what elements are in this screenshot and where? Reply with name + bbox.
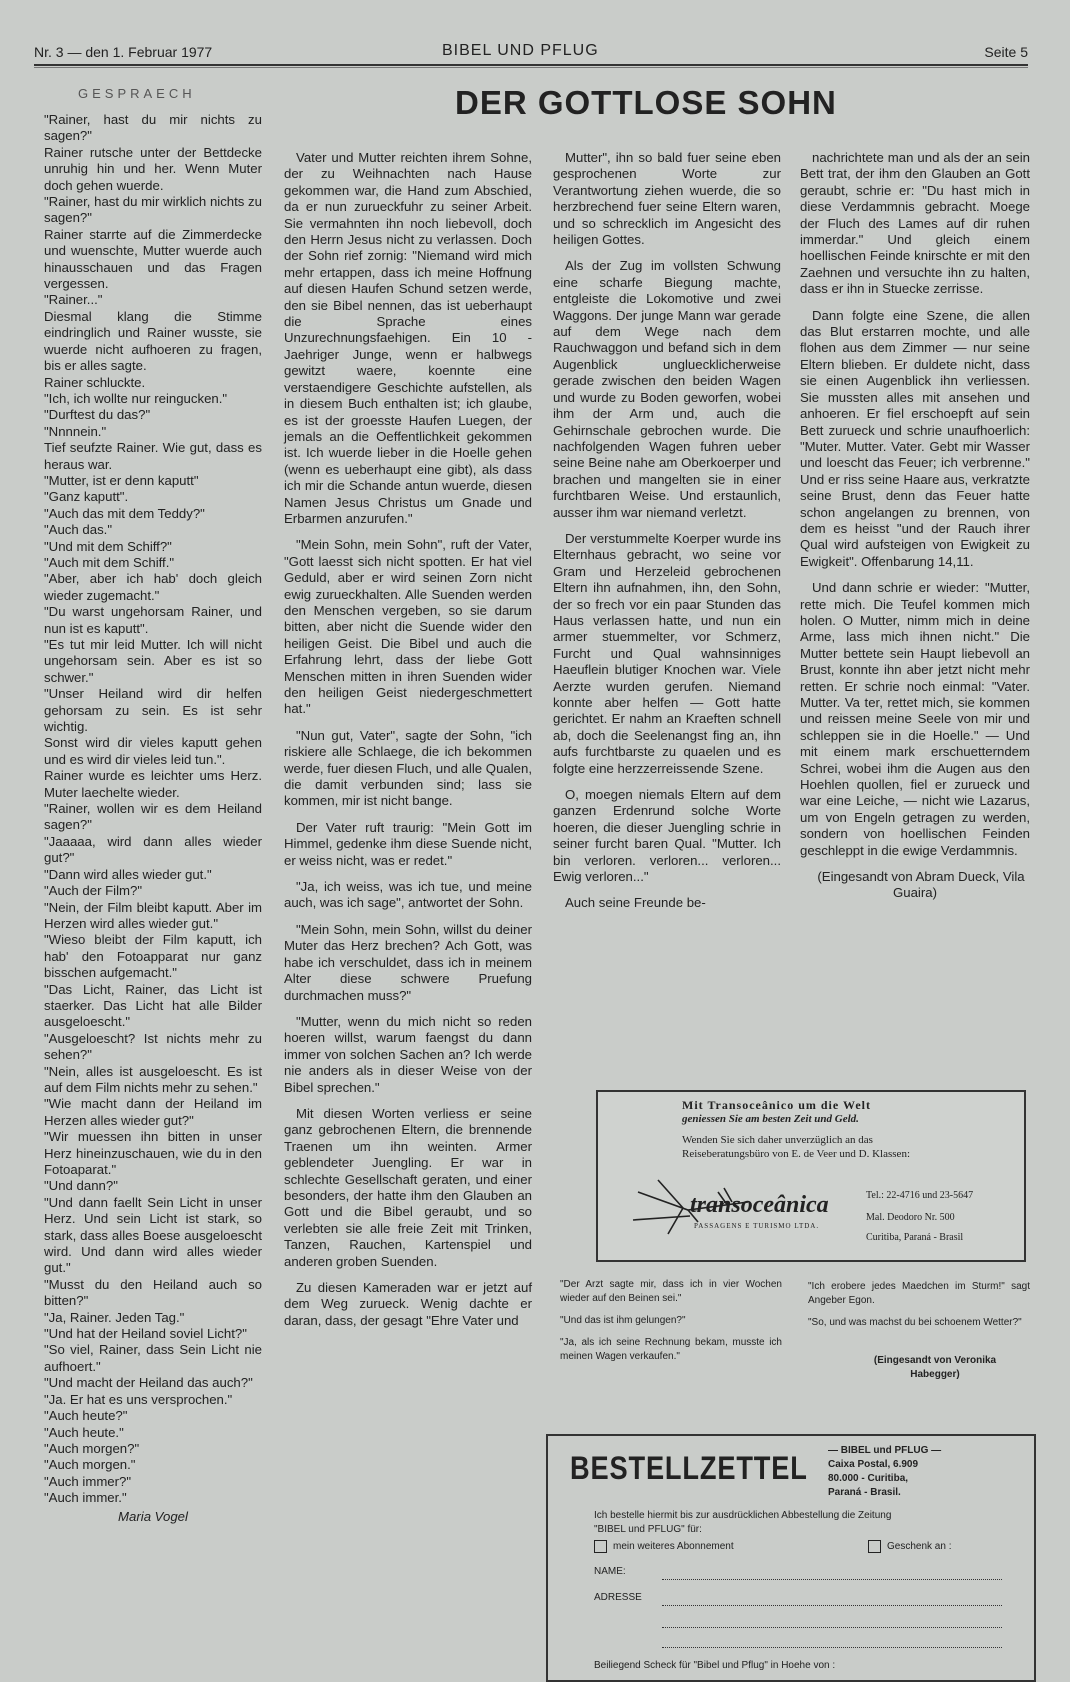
dialogue-line: Rainer schluckte. (44, 374, 146, 390)
article-paragraph: Mutter", ihn so bald fuer seine eben gesprochenen Worte zur Verantwortung ziehen wuerde, die so herzbrechend fuer seine Eltern waren, und so schrecklich im Angesicht des heiligen Gottes. (553, 150, 781, 248)
dialogue-line: "Ganz kaputt". (44, 489, 129, 505)
dialogue-line: "Und dann?" (44, 1178, 118, 1194)
dialogue-line: Rainer wurde es leichter ums Herz. Muter laechelte wieder. (44, 768, 262, 800)
joke-line: "Ich erobere jedes Maedchen im Sturm!" sagt Angeber Egon. (808, 1281, 1030, 1306)
dialogue-line: "Aber, aber ich hab' doch gleich wieder zugemacht." (44, 571, 262, 603)
article-paragraph: "Mutter, wenn du mich nicht so reden hoeren willst, warum faengst du dann immer von solchen Sachen an? Ich werde nie anders als in dieser Weise von der Bibel sprechen." (284, 1013, 532, 1095)
publisher-box: Caixa Postal, 6.909 (828, 1459, 919, 1470)
dialogue-line: "Jaaaaa, wird dann alles wieder gut?" (44, 833, 262, 866)
header-rule-thin (34, 67, 1028, 68)
dialogue-line: "Rainer, wollen wir es dem Heiland sagen?" (44, 801, 262, 833)
dialogue-line: "Durftest du das?" (44, 407, 151, 423)
order-intro: Ich bestelle hiermit bis zur ausdrücklichen Abbestellung die Zeitung (594, 1510, 892, 1521)
dialogue-line: "Rainer, hast du mir wirklich nichts zu sagen?" (44, 194, 262, 226)
dialogue-line: "Auch immer." (44, 1490, 127, 1506)
order-footer: Beiliegend Scheck für "Bibel und Pflug" in Hoehe von : (594, 1660, 836, 1671)
dialogue-line: "Und dann faellt Sein Licht in unser Herz. Und sein Licht ist stark, so stark, dass alles Boese ausgeloescht wird. Und dann wird alles wieder gut." (44, 1194, 262, 1276)
dialogue-line: "Und hat der Heiland soviel Licht?" (44, 1326, 247, 1342)
dialogue-line: "So viel, Rainer, dass Sein Licht nie aufhoert." (44, 1342, 262, 1374)
publisher-name: — BIBEL und PFLUG — (828, 1445, 942, 1456)
article-paragraph: Dann folgte eine Szene, die allen das Blut erstarren mochte, und alle flohen aus dem Zimmer — nur seine Eltern blieben. Er duldete nicht, dass sie einen Augenblick ihn verliessen. Sie mussten alles mit ansehen und anhoeren. Er fiel erschoepft auf sein Bett zurueck und schrie unaufhoerlich: "Muter. Mutter. Vater. Gebt mir Wasser und loescht das Feuer; ich verbrenne." Und er riss seine Haare aus, verkratzte seine Brust, denn das Feuer hatte schon angelangen zu brennen, von dem es heisst "und der Rauch ihrer Qual wird aufsteigen von Ewigkeit zu Ewigkeit". Offenbarung 14,11. (800, 307, 1030, 569)
transoceanica-ad (596, 1090, 1026, 1262)
ad-phone: Tel.: 22-4716 und 23-5647 (866, 1190, 974, 1201)
article-paragraph: "Mein Sohn, mein Sohn, willst du deiner Muter das Herz brechen? Ach Gott, was habe ich verschuldet, dass ich in meinem Alter diese schwere Pruefung durchmachen muss?" (284, 921, 532, 1003)
ad-text-1: Wenden Sie sich daher unverzüglich an das (682, 1134, 873, 1146)
subscription-label: mein weiteres Abonnement (613, 1541, 734, 1553)
dialogue-line: Tief seufzte Rainer. Wie gut, dass es heraus war. (44, 440, 262, 472)
article-paragraph: "Ja, ich weiss, was ich tue, und meine auch, was ich sage", antwortet der Sohn. (284, 879, 532, 911)
article-title: DER GOTTLOSE SOHN (455, 84, 837, 121)
subscription-option[interactable] (594, 1540, 734, 1553)
article-paragraph: Vater und Mutter reichten ihrem Sohne, der zu Weihnachten nach Hause gekommen war, die Hand zum Abschied, da er nun zurueckfuhr zu seiner Arbeit. Sie vermahnten ihn noch liebevoll, doch den Herrn Jesus nicht zu verlassen. Doch der Sohn rief zornig: "Niemand wird mich mehr ertappen, dass ich meine Hoffnung auf diesen Haufen Schund setzen werde, den sie Bibel nennen, das ist ueberhaupt die Sprache eines Unzurechnungsfaehigen. Ein 10 - Jaehriger Junge, wenn er halbwegs gewitzt waere, koennte eine verstaendigere Geschichte aufstellen, als in diesem Buch enthalten ist; ich glaube, es ist der groesste Haufen Luegen, der jemals an die Oeffentlichkeit gekommen ist. Ich wuerde lieber in die Hoelle gehen (wenn es ueberhaupt eine gibt), als dass ich mir die Schande antun wuerde, diesen Namen Jesus Christus um Gnade und Erbarmen anzurufen." (284, 150, 532, 526)
address-field-2[interactable] (662, 1626, 1002, 1628)
order-intro-2: "BIBEL und PFLUG" für: (594, 1524, 702, 1535)
gift-option[interactable] (868, 1540, 951, 1553)
dialogue-line: "Auch mit dem Schiff." (44, 554, 175, 570)
dialogue-line: "Ja. Er hat es uns versprochen." (44, 1391, 233, 1407)
dialogue-line: "Musst du den Heiland auch so bitten?" (44, 1276, 262, 1309)
dialogue-line: "Und macht der Heiland das auch?" (44, 1375, 253, 1391)
joke-right (808, 1280, 1030, 1338)
article-paragraph: Der verstummelte Koerper wurde ins Elternhaus gebracht, wo seine vor Gram und Herzeleid gebrochenen Eltern ihn aufnahmen, ihn, den Sohn, der so frech vor ein paar Stunden das Haus verlassen hatte, und nun ein armer stuemmelter, vor Schmerz, Furcht und Qual wahnsinniges Haeuflein blutiger Knochen war. Viele Aerzte wurden gerufen. Niemand konnte aber helfen — Gott hatte gerichtet. Er nahm an Kraeften schnell ab, doch die Seelenangst fing an, ihn aufs furchtbarste zu quaelen und es folgte eine herzzerreissende Szene. (553, 530, 781, 776)
joke-line: "So, und was machst du bei schoenem Wetter?" (808, 1317, 1022, 1328)
ad-brand: transoceânica (690, 1192, 829, 1218)
dialogue-line: "Rainer, hast du mir nichts zu sagen?" (44, 112, 262, 144)
ad-brand-sub: PASSAGENS E TURISMO LTDA. (694, 1222, 820, 1230)
article-paragraph: Und dann schrie er wieder: "Mutter, rette mich. Die Teufel kommen mich holen. O Mutter, nimm mich in deine Arme, lass mich ihnen nicht." Die Mutter bettete sein Haupt liebevoll an Brust, konnte ihn aber jetzt nicht mehr retten. Er schrie noch einmal: "Vater. Mutter. Va ter, rettet mich, sie kommen und reissen meine Seele von mir und schleppen sie in die Hoelle." — Und mit einem mark erschuetterndem Schrei, wobei ihm die Augen aus den Hoehlen quollen, fiel er zurueck und war eine Leiche, — nicht wie Lazarus, um von Engeln getragen zu werden, sondern von hoellischen Feinden geschleppt in die ewige Verdammnis. (800, 580, 1030, 858)
dialogue-line: "Mutter, ist er denn kaputt" (44, 472, 199, 488)
ad-city: Curitiba, Paraná - Brasil (866, 1232, 964, 1243)
dialogue-line: "Auch morgen." (44, 1457, 136, 1473)
article-paragraph: nachrichtete man und als der an sein Bett trat, der ihm den Glauben an Gott geraubt, schrie er: "Du hast mich in diese Verdammnis gebracht. Moege der Fluch des Lames auf dir ruhen immerdar." Und gleich einem hoellischen Feinde knirschte er mit den Zaehnen und versuchte ihn zu halten, dass er ihn in Stuecke zerrisse. (800, 150, 1030, 297)
joke-line: "Ja, als ich seine Rechnung bekam, musste ich meinen Wagen verkaufen." (560, 1337, 782, 1362)
dialogue-line: "Ja, Rainer. Jeden Tag." (44, 1309, 185, 1325)
article-paragraph: Auch seine Freunde be- (565, 895, 706, 911)
order-publisher (828, 1444, 941, 1500)
article-paragraph: "Mein Sohn, mein Sohn", ruft der Vater, "Gott laesst sich nicht spotten. Er hat viel Geduld, aber er wird seinen Zorn nicht ewig zurueckhalten. Alle Suenden werden den Menschen vergeben, so sie darum bitten, aber nicht die Suende wider den heiligen Geist. Die Bibel und auch die Erfahrung lehrt, dass der liebe Gott Menschen mitten in ihren Suenden wider den heiligen Geist niedergeschmettert hat." (284, 537, 532, 717)
joke-line: "Der Arzt sagte mir, dass ich in vier Wochen wieder auf den Beinen sei." (560, 1279, 782, 1304)
dialogue-line: Sonst wird dir vieles kaputt gehen und es wird dir vieles leid tun.". (44, 735, 262, 767)
order-form (546, 1434, 1036, 1682)
address-field-3[interactable] (662, 1646, 1002, 1648)
dialogue-line: "Auch heute." (44, 1424, 124, 1440)
article-paragraph: Zu diesen Kameraden war er jetzt auf dem Weg zurueck. Wenig dachte er daran, dass, der gesagt "Ehre Vater und (284, 1280, 532, 1328)
article-paragraph: Als der Zug im vollsten Schwung eine scharfe Biegung machte, entgleiste die Lokomotive und zwei Waggons. Der junge Mann war gerade auf dem Wege nach dem Rauchwaggon und befand sich in dem Augenblick ungluecklicherweise gerade zwischen den beiden Wagen und wurde zu Boden geworfen, wobei ihm der Arm und, auch die Gehirnschale gebrochen wurde. Die nachfolgenden Wagen fuhren ueber seine Beine nahe am Oberkoerper und brachen und mangelten sie in einer furchtbaren Weise. Und erstaunlich, ausser ihm war niemand verletzt. (553, 258, 781, 520)
publisher-zip: 80.000 - Curitiba, (828, 1473, 909, 1484)
dialogue-line: "Nein, der Film bleibt kaputt. Aber im Herzen wird alles wieder gut." (44, 899, 262, 931)
dialogue-line: Rainer starrte auf die Zimmerdecke und wuenschte, Mutter wuerde auch hinausschauen und das Fragen vergessen. (44, 226, 262, 292)
dialogue-line: "Das Licht, Rainer, das Licht ist staerker. Das Licht hat alle Bilder ausgeloescht." (44, 981, 262, 1030)
dialogue-line: "Ich, ich wollte nur reingucken." (44, 390, 228, 406)
joke-line: "Und das ist ihm gelungen?" (560, 1315, 686, 1326)
article-paragraph: O, moegen niemals Eltern auf dem ganzen Erdenrund solche Worte hoeren, die dieser Juengling schrie in seiner furcht baren Qual. "Mutter. Ich bin verloren. verloren... verloren... Ewig verloren..." (553, 787, 781, 885)
page-number: Seite 5 (984, 44, 1028, 60)
dialogue-line: "Wir muessen ihn bitten in unser Herz hineinzuschauen, wie du in den Fotoaparat." (44, 1129, 262, 1177)
article-paragraph: Der Vater ruft traurig: "Mein Gott im Himmel, gedenke ihm diese Suende nicht, er weiss nicht, was er redet." (284, 819, 532, 868)
dialogue-line: "Du warst ungehorsam Rainer, und nun ist es kaputt". (44, 604, 262, 636)
dialogue-line: "Nein, alles ist ausgeloescht. Es ist auf dem Film nichts mehr zu sehen." (44, 1063, 262, 1095)
dialogue-line: "Auch heute?" (44, 1408, 128, 1424)
page-header (34, 42, 1028, 64)
article-paragraph: "Nun gut, Vater", sagte der Sohn, "ich riskiere alle Schlaege, die ich bekommen werde, fuer diesen Fluch, und alle Qualen, die damit verbunden sind; lass sie kommen, mir ist nicht bange. (284, 727, 532, 809)
article-column-1 (284, 150, 532, 1339)
article-column-3 (800, 150, 1030, 912)
joke-credit: (Eingesandt von Veronika Habegger) (873, 1355, 997, 1380)
gespraech-author: Maria Vogel (118, 1508, 188, 1524)
header-rule (34, 64, 1028, 66)
gift-label: Geschenk an : (887, 1541, 952, 1553)
dialogue-line: "Auch das mit dem Teddy?" (44, 505, 205, 521)
dialogue-line: "Auch immer?" (44, 1473, 132, 1489)
ad-text-2: Reiseberatungsbüro von E. de Veer und D. Klassen: (682, 1148, 910, 1160)
dialogue-line: Rainer rutsche unter der Bettdecke unruhig hin und her. Wenn Muter doch gehen wuerde. (44, 144, 262, 193)
ad-street: Mal. Deodoro Nr. 500 (866, 1212, 955, 1223)
order-title: BESTELLZETTEL (570, 1450, 808, 1486)
dialogue-line: "Rainer..." (44, 292, 103, 308)
gespraech-column (34, 112, 262, 1525)
dialogue-line: "Wieso bleibt der Film kaputt, ich hab' den Fotoapparat nur ganz bisschen aufgemacht." (44, 932, 262, 981)
dialogue-line: "Es tut mir leid Mutter. Ich will nicht ungehorsam sein. Aber es ist so schwer." (44, 637, 262, 685)
dialogue-line: "Auch morgen?" (44, 1440, 140, 1456)
ad-subline: geniessen Sie am besten Zeit und Geld. (682, 1113, 859, 1125)
masthead: BIBEL UND PFLUG (442, 42, 599, 59)
issue-info: Nr. 3 — den 1. Februar 1977 (34, 44, 213, 60)
dialogue-line: "Dann wird alles wieder gut." (44, 866, 212, 882)
article-credit: (Eingesandt von Abram Dueck, Vila Guaira) (817, 869, 1025, 901)
name-field[interactable] (662, 1578, 1002, 1580)
dialogue-line: "Wie macht dann der Heiland im Herzen alles wieder gut?" (44, 1096, 262, 1128)
article-column-2 (553, 150, 781, 922)
ad-headline: Mit Transoceânico um die Welt (682, 1098, 871, 1112)
dialogue-line: "Unser Heiland wird dir helfen gehorsam zu sein. Es ist sehr wichtig. (44, 686, 262, 735)
gespraech-kicker: GESPRAECH (78, 86, 196, 101)
dialogue-line: "Nnnnein." (44, 423, 107, 439)
address-field[interactable] (662, 1604, 1002, 1606)
dialogue-line: Diesmal klang die Stimme eindringlich und Rainer wusste, sie wuerde nicht aufhoeren zu fragen, bis er alles sagte. (44, 308, 262, 374)
dialogue-line: "Ausgeloescht? Ist nichts mehr zu sehen?" (44, 1030, 262, 1063)
dialogue-line: "Und mit dem Schiff?" (44, 538, 172, 554)
article-paragraph: Mit diesen Worten verliess er seine ganz gebrochenen Eltern, die brennende Traenen um ihn weinten. Armer geblendeter Juengling. Er war in schlechte Gesellschaft geraten, und einer besonders, der hatte ihm den Glauben an Gott und die Bibel geraubt, und so verlebten sie alle freie Zeit mit Trinken, Tanzen, Rauchen, Kartenspiel und anderen groben Suenden. (284, 1105, 532, 1269)
address-label: ADRESSE (594, 1592, 642, 1603)
name-label: NAME: (594, 1566, 626, 1577)
dialogue-line: "Auch der Film?" (44, 883, 143, 899)
joke-left (560, 1278, 782, 1372)
publisher-state: Paraná - Brasil. (828, 1487, 901, 1498)
dialogue-line: "Auch das." (44, 522, 113, 538)
subscription-checkbox[interactable] (594, 1540, 607, 1553)
gift-checkbox[interactable] (868, 1540, 881, 1553)
